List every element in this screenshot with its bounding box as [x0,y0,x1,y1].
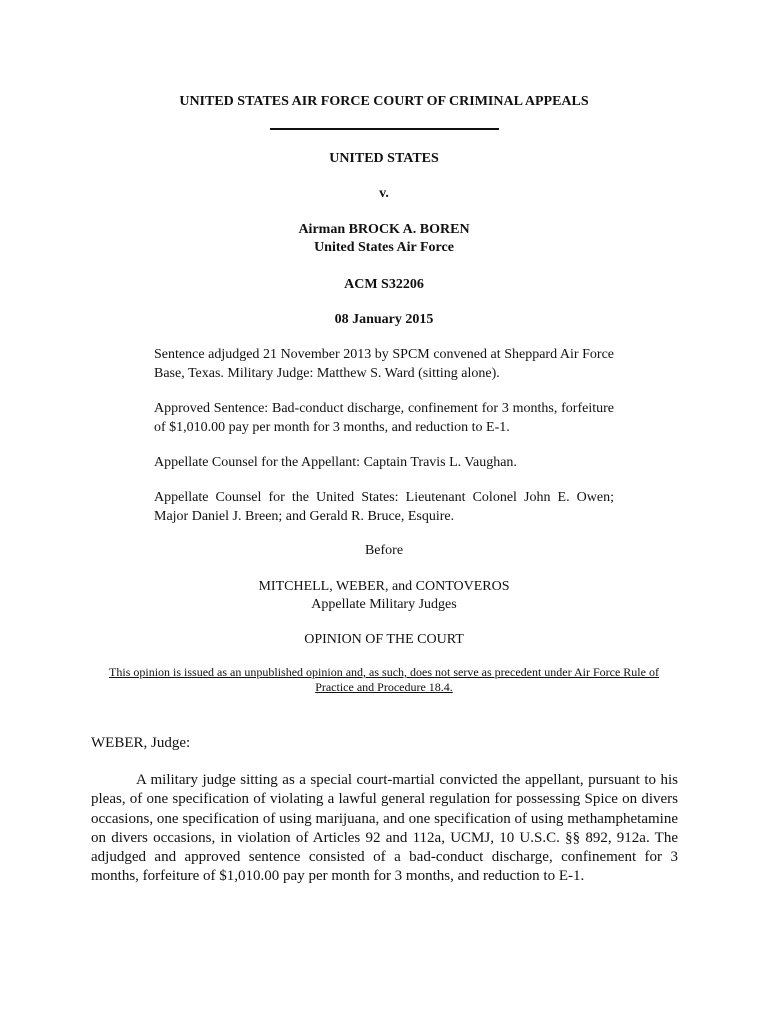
precedent-notice: This opinion is issued as an unpublished opinion and, as such, does not serve as precedent under Air Force Rule of Practice and Procedure 18.4. [109,665,659,694]
approved-sentence: Approved Sentence: Bad-conduct discharge, confinement for 3 months, forfeiture of $1,010.00 pay per month for 3 months, and reduction to E-1. [154,401,614,435]
decision-date: 08 January 2015 [334,312,434,327]
defendant-branch: United States Air Force [314,240,454,255]
versus: v. [379,186,389,201]
title-divider [270,128,499,130]
counsel-appellant: Appellate Counsel for the Appellant: Captain Travis L. Vaughan. [154,455,517,470]
opinion-heading: OPINION OF THE COURT [304,632,464,647]
court-title: UNITED STATES AIR FORCE COURT OF CRIMINAL APPEALS [179,94,589,109]
panel-judges: MITCHELL, WEBER, and CONTOVEROS [258,579,510,594]
defendant-name: Airman BROCK A. BOREN [298,222,470,237]
plaintiff: UNITED STATES [329,151,439,166]
counsel-united-states: Appellate Counsel for the United States: Lieutenant Colonel John E. Owen; Major Daniel J. Breen; and Gerald R. Bruce, Esquire. [154,490,614,524]
panel-title: Appellate Military Judges [311,597,457,612]
before-label: Before [364,543,404,558]
case-number: ACM S32206 [344,277,424,292]
sentence-adjudged: Sentence adjudged 21 November 2013 by SPCM convened at Sheppard Air Force Base, Texas. Military Judge: Matthew S. Ward (sitting alone). [154,347,614,381]
opinion-author: WEBER, Judge: [91,735,191,751]
opinion-paragraph: A military judge sitting as a special court-martial convicted the appellant, pursuant to his pleas, of one specification of violating a lawful general regulation for possessing Spice on divers occasions, one specification of using marijuana, and one specification of using methamphetamine on divers occasions, in violation of Articles 92 and 112a, UCMJ, 10 U.S.C. §§ 892, 912a. The adjudged and approved sentence consisted of a bad-conduct discharge, confinement for 3 months, forfeiture of $1,010.00 pay per month for 3 months, and reduction to E-1. [91,772,678,885]
